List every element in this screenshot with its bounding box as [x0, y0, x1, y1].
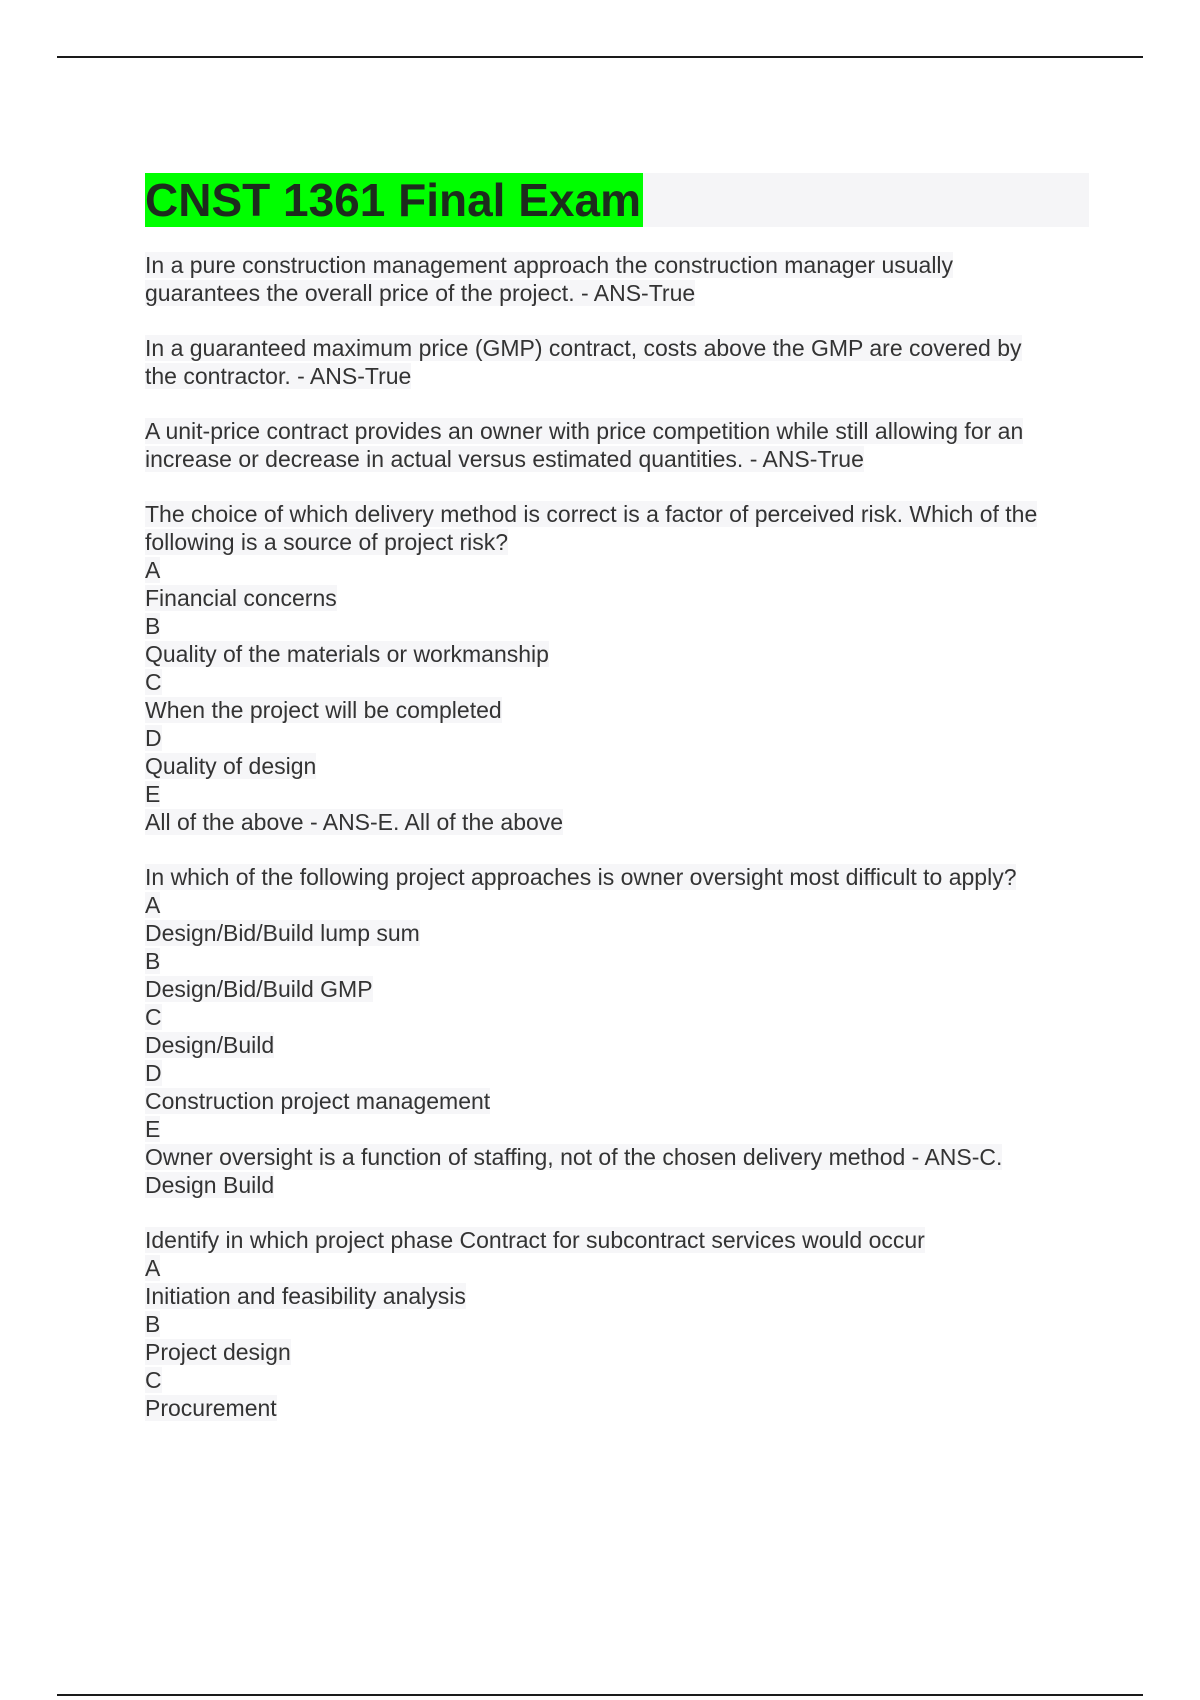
- question-line: [145, 584, 1089, 612]
- question-line: [145, 334, 1089, 362]
- question-line: [145, 1087, 1089, 1115]
- question-line: [145, 919, 1089, 947]
- question-list: [145, 251, 1089, 1422]
- question-block: [145, 251, 1089, 307]
- question-line: [145, 1143, 1089, 1171]
- question-text: the contractor. - ANS-True: [145, 363, 412, 389]
- question-line: [145, 1226, 1089, 1254]
- question-line: [145, 612, 1089, 640]
- question-line: [145, 1394, 1089, 1422]
- question-text: A: [145, 557, 161, 583]
- question-line: [145, 668, 1089, 696]
- question-line: [145, 780, 1089, 808]
- question-line: [145, 1338, 1089, 1366]
- question-line: [145, 1282, 1089, 1310]
- question-line: [145, 975, 1089, 1003]
- question-text: C: [145, 1004, 162, 1030]
- question-line: [145, 1366, 1089, 1394]
- question-text: In which of the following project approaches is owner oversight most difficult to apply?: [145, 864, 1017, 890]
- question-line: [145, 528, 1089, 556]
- question-line: [145, 556, 1089, 584]
- question-text: All of the above - ANS-E. All of the above: [145, 809, 564, 835]
- question-text: Quality of design: [145, 753, 317, 779]
- question-text: Construction project management: [145, 1088, 491, 1114]
- document-title: CNST 1361 Final Exam: [145, 174, 641, 226]
- question-text: E: [145, 781, 161, 807]
- question-line: [145, 1003, 1089, 1031]
- question-text: In a guaranteed maximum price (GMP) contract, costs above the GMP are covered by: [145, 335, 1022, 361]
- document-body: [145, 173, 1089, 1449]
- question-text: Design/Bid/Build lump sum: [145, 920, 420, 946]
- question-text: following is a source of project risk?: [145, 529, 509, 555]
- question-line: [145, 1059, 1089, 1087]
- question-text: increase or decrease in actual versus estimated quantities. - ANS-True: [145, 446, 864, 472]
- question-text: A unit-price contract provides an owner with price competition while still allowing for an: [145, 418, 1024, 444]
- question-line: [145, 279, 1089, 307]
- question-block: [145, 334, 1089, 390]
- question-line: [145, 445, 1089, 473]
- question-text: C: [145, 1367, 162, 1393]
- question-text: A: [145, 892, 161, 918]
- question-text: Identify in which project phase Contract for subcontract services would occur: [145, 1227, 925, 1253]
- question-line: [145, 500, 1089, 528]
- question-line: [145, 863, 1089, 891]
- question-text: Design/Build: [145, 1032, 275, 1058]
- question-line: [145, 251, 1089, 279]
- question-text: Initiation and feasibility analysis: [145, 1283, 466, 1309]
- question-text: C: [145, 669, 162, 695]
- question-text: B: [145, 613, 161, 639]
- question-text: A: [145, 1255, 161, 1281]
- bottom-rule: [57, 1694, 1143, 1696]
- question-text: Project design: [145, 1339, 291, 1365]
- question-text: Procurement: [145, 1395, 277, 1421]
- question-text: Owner oversight is a function of staffing, not of the chosen delivery method - ANS-C.: [145, 1144, 1003, 1170]
- question-line: [145, 362, 1089, 390]
- question-line: [145, 696, 1089, 724]
- question-text: Design Build: [145, 1172, 275, 1198]
- question-line: [145, 808, 1089, 836]
- question-line: [145, 1115, 1089, 1143]
- top-rule: [57, 56, 1143, 58]
- question-text: Design/Bid/Build GMP: [145, 976, 373, 1002]
- question-text: Financial concerns: [145, 585, 337, 611]
- question-text: When the project will be completed: [145, 697, 502, 723]
- question-text: D: [145, 725, 162, 751]
- question-text: B: [145, 948, 161, 974]
- question-line: [145, 640, 1089, 668]
- question-text: B: [145, 1311, 161, 1337]
- question-text: The choice of which delivery method is correct is a factor of perceived risk. Which of the: [145, 501, 1038, 527]
- question-line: [145, 1254, 1089, 1282]
- question-text: Quality of the materials or workmanship: [145, 641, 549, 667]
- question-line: [145, 724, 1089, 752]
- question-text: guarantees the overall price of the project. - ANS-True: [145, 280, 696, 306]
- question-block: [145, 863, 1089, 1199]
- question-text: In a pure construction management approach the construction manager usually: [145, 252, 954, 278]
- question-block: [145, 417, 1089, 473]
- question-block: [145, 500, 1089, 836]
- question-line: [145, 417, 1089, 445]
- question-line: [145, 1171, 1089, 1199]
- question-line: [145, 947, 1089, 975]
- question-block: [145, 1226, 1089, 1422]
- question-line: [145, 891, 1089, 919]
- question-text: E: [145, 1116, 161, 1142]
- question-line: [145, 752, 1089, 780]
- question-line: [145, 1310, 1089, 1338]
- question-line: [145, 1031, 1089, 1059]
- question-text: D: [145, 1060, 162, 1086]
- title-band: [145, 173, 1089, 227]
